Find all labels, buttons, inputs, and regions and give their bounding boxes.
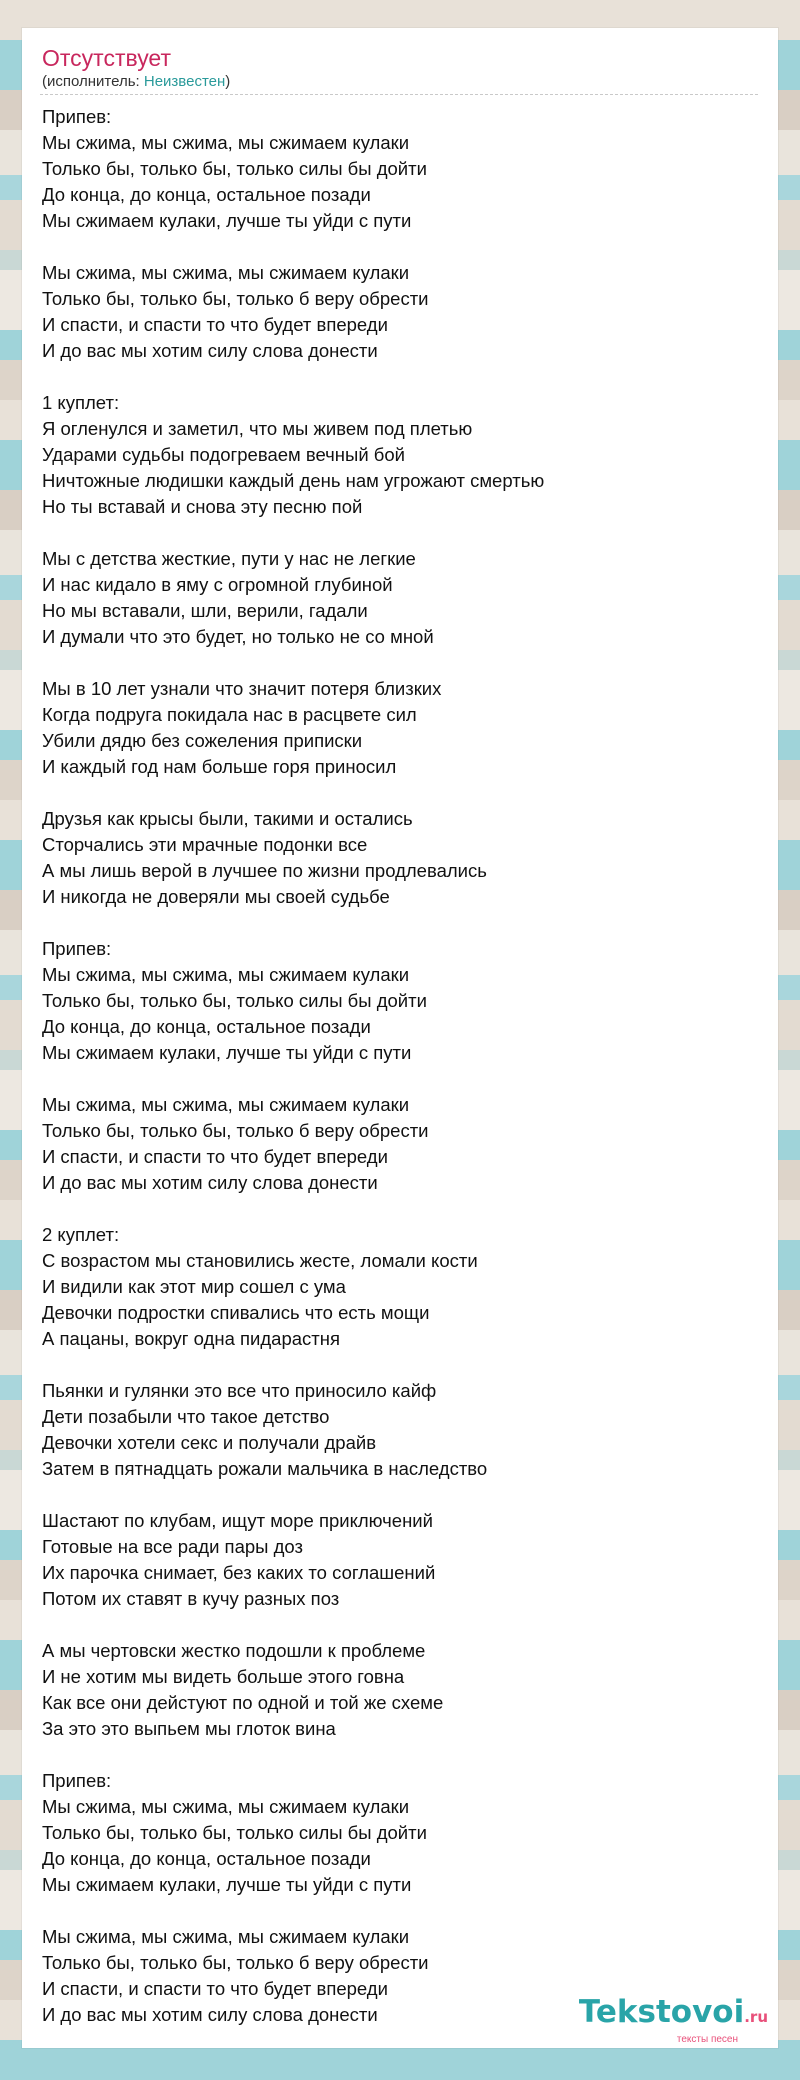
lyric-line: И каждый год нам больше горя приносил xyxy=(42,756,397,777)
lyric-line: И до вас мы хотим силу слова донести xyxy=(42,340,378,361)
lyric-line: И не хотим мы видеть больше этого говна xyxy=(42,1666,405,1687)
lyric-line: Девочки подростки спивались что есть мощи xyxy=(42,1302,430,1323)
artist-prefix: (исполнитель: xyxy=(42,73,144,90)
lyric-line: Только бы, только бы, только силы бы дойти xyxy=(42,158,427,179)
lyric-line: Мы сжима, мы сжима, мы сжимаем кулаки xyxy=(42,1796,410,1817)
stanza xyxy=(42,1092,762,1196)
lyric-line: Дети позабыли что такое детство xyxy=(42,1406,330,1427)
lyric-line: Ничтожные людишки каждый день нам угрожают смертью xyxy=(42,470,545,491)
lyric-line: Только бы, только бы, только б веру обрести xyxy=(42,288,429,309)
lyric-line: Я огленулся и заметил, что мы живем под плетью xyxy=(42,418,473,439)
lyric-line: А мы чертовски жестко подошли к проблеме xyxy=(42,1640,426,1661)
lyric-line: Убили дядю без сожеления приписки xyxy=(42,730,363,751)
lyric-line: Шастают по клубам, ищут море приключений xyxy=(42,1510,433,1531)
lyric-line: Сторчались эти мрачные подонки все xyxy=(42,834,368,855)
logo-name: Tekstovoi xyxy=(578,1994,745,2030)
lyric-line: Но мы вставали, шли, верили, гадали xyxy=(42,600,368,621)
lyric-line: Мы в 10 лет узнали что значит потеря близких xyxy=(42,678,442,699)
lyric-line: Готовые на все ради пары доз xyxy=(42,1536,303,1557)
lyric-line: И нас кидало в яму с огромной глубиной xyxy=(42,574,393,595)
logo-wordmark xyxy=(579,1995,768,2034)
logo-tagline: тексты песен xyxy=(676,2034,738,2045)
lyric-line: И видили как этот мир сошел с ума xyxy=(42,1276,346,1297)
stanza xyxy=(42,260,762,364)
stanza xyxy=(42,1378,762,1482)
artist-suffix: ) xyxy=(225,73,231,90)
lyric-line: Только бы, только бы, только силы бы дойти xyxy=(42,1822,427,1843)
stanza xyxy=(42,1508,762,1612)
lyric-line: С возрастом мы становились жесте, ломали кости xyxy=(42,1250,478,1271)
lyric-line: И до вас мы хотим силу слова донести xyxy=(42,1172,378,1193)
lyric-line: Как все они дейстуют по одной и той же схеме xyxy=(42,1692,444,1713)
stanza xyxy=(42,936,762,1066)
lyric-line: Но ты вставай и снова эту песню пой xyxy=(42,496,363,517)
stanza xyxy=(42,676,762,780)
lyric-line: Мы с детства жесткие, пути у нас не легкие xyxy=(42,548,416,569)
stanza xyxy=(42,1638,762,1742)
lyric-line: Затем в пятнадцать рожали мальчика в наследство xyxy=(42,1458,488,1479)
lyric-line: Припев: xyxy=(42,106,112,127)
site-logo[interactable] xyxy=(579,1995,768,2046)
lyric-line: До конца, до конца, остальное позади xyxy=(42,1016,371,1037)
lyrics-text xyxy=(42,104,762,2054)
stanza xyxy=(42,1768,762,1898)
lyric-line: Ударами судьбы подогреваем вечный бой xyxy=(42,444,406,465)
lyric-line: И думали что это будет, но только не со мной xyxy=(42,626,434,647)
lyric-line: Мы сжимаем кулаки, лучше ты уйди с пути xyxy=(42,210,412,231)
lyric-line: Потом их ставят в кучу разных поз xyxy=(42,1588,340,1609)
lyric-line: Припев: xyxy=(42,1770,112,1791)
lyric-line: И спасти, и спасти то что будет впереди xyxy=(42,1146,388,1167)
lyric-line: Мы сжима, мы сжима, мы сжимаем кулаки xyxy=(42,262,410,283)
lyric-line: 2 куплет: xyxy=(42,1224,120,1245)
stanza xyxy=(42,546,762,650)
lyric-line: И никогда не доверяли мы своей судьбе xyxy=(42,886,390,907)
song-title: Отсутствует xyxy=(42,45,171,71)
artist-line xyxy=(42,72,230,92)
lyric-line: За это это выпьем мы глоток вина xyxy=(42,1718,336,1739)
header-divider xyxy=(40,94,758,95)
lyric-line: Друзья как крысы были, такими и остались xyxy=(42,808,413,829)
lyric-line: И спасти, и спасти то что будет впереди xyxy=(42,314,388,335)
lyric-line: Мы сжима, мы сжима, мы сжимаем кулаки xyxy=(42,1094,410,1115)
lyric-line: 1 куплет: xyxy=(42,392,120,413)
lyric-line: А пацаны, вокруг одна пидарастня xyxy=(42,1328,340,1349)
lyric-line: До конца, до конца, остальное позади xyxy=(42,1848,371,1869)
lyric-line: Пьянки и гулянки это все что приносило кайф xyxy=(42,1380,437,1401)
artist-link[interactable]: Неизвестен xyxy=(143,73,226,90)
lyric-line: До конца, до конца, остальное позади xyxy=(42,184,371,205)
stanza xyxy=(42,104,762,234)
lyric-line: Припев: xyxy=(42,938,112,959)
lyric-line: И до вас мы хотим силу слова донести xyxy=(42,2004,378,2025)
lyric-line: Мы сжима, мы сжима, мы сжимаем кулаки xyxy=(42,964,410,985)
stanza xyxy=(42,390,762,520)
lyric-line: Когда подруга покидала нас в расцвете сил xyxy=(42,704,417,725)
logo-tld: .ru xyxy=(744,2008,768,2026)
lyric-line: А мы лишь верой в лучшее по жизни продлевались xyxy=(42,860,487,881)
lyrics-card xyxy=(22,28,778,2048)
lyric-line: Мы сжимаем кулаки, лучше ты уйди с пути xyxy=(42,1042,412,1063)
stanza xyxy=(42,806,762,910)
lyric-line: Их парочка снимает, без каких то соглашений xyxy=(42,1562,436,1583)
lyric-line: Мы сжимаем кулаки, лучше ты уйди с пути xyxy=(42,1874,412,1895)
lyric-line: Девочки хотели секс и получали драйв xyxy=(42,1432,377,1453)
lyric-line: И спасти, и спасти то что будет впереди xyxy=(42,1978,388,1999)
lyric-line: Только бы, только бы, только б веру обрести xyxy=(42,1952,429,1973)
lyric-line: Только бы, только бы, только силы бы дойти xyxy=(42,990,427,1011)
lyric-line: Мы сжима, мы сжима, мы сжимаем кулаки xyxy=(42,132,410,153)
lyric-line: Только бы, только бы, только б веру обрести xyxy=(42,1120,429,1141)
stanza xyxy=(42,1222,762,1352)
lyric-line: Мы сжима, мы сжима, мы сжимаем кулаки xyxy=(42,1926,410,1947)
